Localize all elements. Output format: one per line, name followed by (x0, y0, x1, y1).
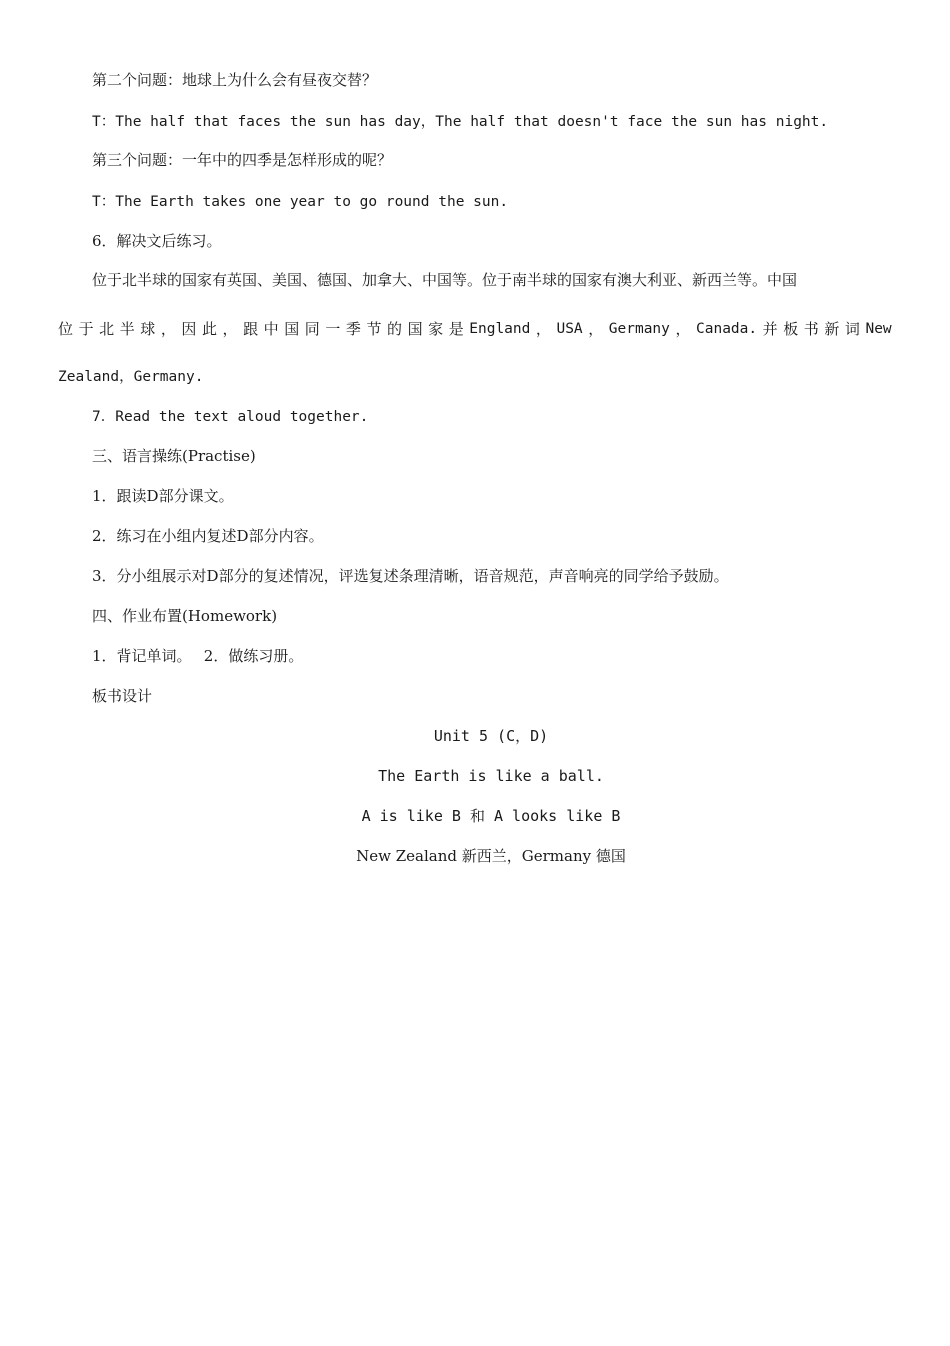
word: 半 (119, 320, 135, 338)
word: 节 (366, 320, 382, 338)
paragraph-line-1: 位于北半球的国家有英国、美国、德国、加拿大、中国等。位于南半球的国家有澳大利亚、新西兰等。中国 (92, 271, 798, 289)
word: 的 (387, 320, 403, 338)
word: England (469, 321, 531, 337)
word: 是 (448, 320, 464, 338)
word: ， (160, 320, 176, 338)
paragraph-line-3: Zealand，Germany. (58, 369, 204, 385)
teacher-answer-one: T：The half that faces the sun has day，The half that doesn't face the sun has night. (92, 114, 829, 130)
word: ， (588, 320, 604, 338)
word: 此 (201, 320, 217, 338)
homework-items: 1．背记单词。 2．做练习册。 (92, 647, 304, 665)
word: 因 (181, 320, 197, 338)
board-line-1: The Earth is like a ball. (378, 767, 604, 785)
word: 家 (428, 320, 444, 338)
word: Canada. (696, 321, 758, 337)
word: 并 (762, 320, 778, 338)
word: 北 (99, 320, 115, 338)
word: 国 (407, 320, 423, 338)
section-four-heading: 四、作业布置(Homework) (92, 607, 278, 625)
practise-item-1: 1．跟读D部分课文。 (92, 487, 234, 505)
word: 跟 (243, 320, 259, 338)
word: ， (222, 320, 238, 338)
word: 板 (783, 320, 799, 338)
board-design-heading: 板书设计 (92, 687, 153, 705)
teacher-answer-two: T：The Earth takes one year to go round the sun. (92, 194, 509, 210)
word: ， (675, 320, 691, 338)
word: 国 (284, 320, 300, 338)
word: 一 (325, 320, 341, 338)
word: New (865, 321, 892, 337)
section-three-heading: 三、语言操练(Practise) (92, 447, 256, 465)
word: USA (556, 321, 583, 337)
word: 球 (140, 320, 156, 338)
question-three: 第三个问题：一年中的四季是怎样形成的呢？ (92, 151, 393, 169)
question-two: 第二个问题：地球上为什么会有昼夜交替？ (92, 71, 378, 89)
word: 于 (78, 320, 94, 338)
step-seven: 7．Read the text aloud together. (92, 409, 369, 425)
word: 同 (304, 320, 320, 338)
word: 中 (263, 320, 279, 338)
step-six: 6．解决文后练习。 (92, 232, 222, 250)
word: Germany (608, 321, 670, 337)
word: 位 (58, 320, 74, 338)
word: 词 (844, 320, 860, 338)
word: ， (535, 320, 551, 338)
board-line-2: A is like B 和 A looks like B (361, 807, 621, 825)
paragraph-line-2 (58, 319, 892, 339)
practise-item-3: 3．分小组展示对D部分的复述情况，评选复述条理清晰，语音规范，声音响亮的同学给予鼓励。 (92, 567, 729, 585)
board-line-3: New Zealand 新西兰，Germany 德国 (356, 847, 626, 865)
practise-item-2: 2．练习在小组内复述D部分内容。 (92, 527, 324, 545)
word: 季 (345, 320, 361, 338)
word: 书 (803, 320, 819, 338)
word: 新 (824, 320, 840, 338)
board-title: Unit 5 (C，D) (433, 727, 549, 745)
